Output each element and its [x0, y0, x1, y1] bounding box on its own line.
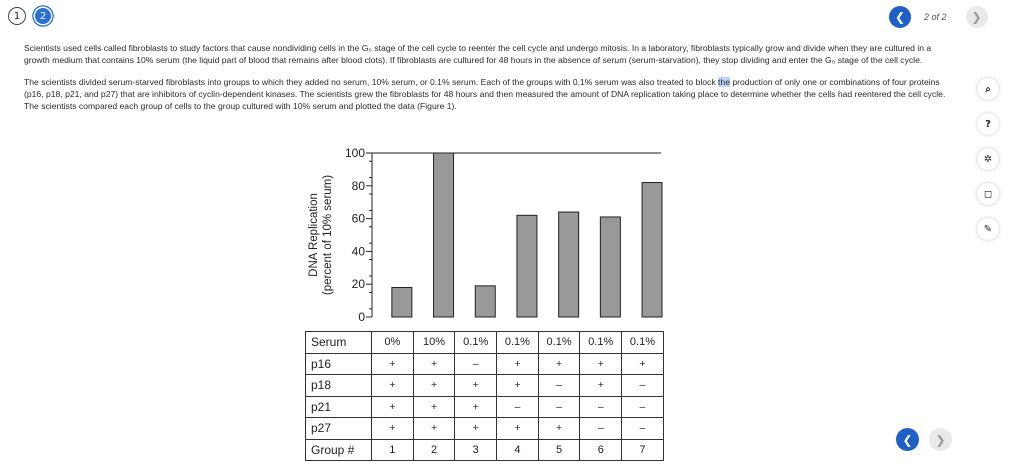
chevron-left-icon: ❮: [894, 10, 906, 24]
table-cell: 1: [372, 439, 414, 461]
zoom-button[interactable]: [977, 78, 999, 100]
bar-group-5: [559, 212, 579, 317]
row-label: Serum: [306, 332, 372, 354]
help-icon: ?: [985, 118, 991, 130]
bar-group-2: [434, 153, 454, 317]
bookmark-icon: ◻: [983, 188, 993, 200]
next-page-button[interactable]: [966, 6, 988, 28]
table-cell: –: [622, 375, 664, 397]
table-cell: +: [372, 418, 414, 440]
table-row: [306, 439, 664, 461]
chevron-left-icon: ❮: [902, 432, 913, 447]
question-navigator: [8, 7, 51, 25]
table-cell: +: [622, 353, 664, 375]
table-cell: –: [455, 353, 497, 375]
y-axis-label: DNA Replication: [308, 193, 320, 277]
table-cell: +: [413, 353, 455, 375]
table-cell: +: [372, 353, 414, 375]
table-cell: +: [372, 375, 414, 397]
table-cell: –: [580, 396, 622, 418]
table-row: [306, 396, 664, 418]
dna-replication-chart: [300, 140, 670, 330]
bar-group-3: [475, 286, 495, 317]
table-cell: +: [497, 418, 539, 440]
table-cell: +: [455, 375, 497, 397]
passage-text: The scientists divided serum-starved fibroblasts into groups to which they added no serum, 10% serum, or 0.1% serum. Each of the groups with 0.1% serum was also treated to block: [24, 76, 719, 87]
chevron-right-icon: ❯: [971, 10, 982, 24]
question-passage: [24, 42, 954, 121]
table-cell: 0.1%: [455, 332, 497, 354]
table-cell: +: [497, 353, 539, 375]
y-tick-label: 20: [351, 277, 365, 292]
bar-group-1: [392, 287, 412, 317]
table-row: [306, 353, 664, 375]
table-cell: 5: [538, 439, 580, 461]
y-tick-label: 60: [351, 211, 365, 226]
table-row: [306, 418, 664, 440]
table-cell: –: [538, 396, 580, 418]
row-label: Group #: [306, 439, 372, 461]
settings-icon: ✲: [983, 153, 993, 165]
row-label: p21: [306, 396, 372, 418]
table-cell: +: [372, 396, 414, 418]
table-row: [306, 332, 664, 354]
row-label: p18: [306, 375, 372, 397]
passage-paragraph-2: [24, 76, 954, 113]
row-label: p16: [306, 353, 372, 375]
table-cell: 3: [455, 439, 497, 461]
prev-question-button[interactable]: [896, 428, 919, 451]
table-cell: +: [580, 353, 622, 375]
table-cell: +: [497, 375, 539, 397]
treatment-table: [305, 331, 664, 461]
passage-text: production of only one or combinations of four proteins (p16, p18, p21, and p27) that are inhibitors of cyclin-dependent kinases. The scientists grew the fibroblasts for 48 hours and then measured the amount of DNA replication taking place to determine whether the cells had reentered the cell cycle. The scientists compared each group of cells to the group cultured with 10% serum and plotted the data (Figure 1).: [24, 76, 946, 112]
table-cell: +: [455, 396, 497, 418]
table-cell: +: [580, 375, 622, 397]
highlighted-text[interactable]: the: [718, 76, 730, 87]
question-2-button[interactable]: 2: [35, 8, 51, 24]
bar-group-7: [642, 183, 662, 317]
bar-group-6: [600, 217, 620, 317]
top-pager: [889, 6, 988, 28]
pencil-button[interactable]: [977, 218, 999, 240]
bottom-pager: [896, 428, 952, 451]
table-cell: 0%: [372, 332, 414, 354]
bar-group-4: [517, 215, 537, 317]
help-button[interactable]: [977, 113, 999, 135]
y-tick-label: 40: [351, 244, 365, 259]
chevron-right-icon: ❯: [935, 432, 946, 447]
table-cell: 0.1%: [622, 332, 664, 354]
table-cell: +: [538, 418, 580, 440]
bookmark-button[interactable]: [977, 183, 999, 205]
pencil-icon: ✎: [983, 223, 993, 235]
passage-paragraph-1: Scientists used cells called fibroblasts to study factors that cause nondividing cells in the G₀ stage of the cell cycle to reenter the cell cycle and undergo mitosis. In a laboratory, fibroblasts typically grow and divide when they are cultured in a growth medium that contains 10% serum (the liquid part of blood that remains after blood clots). If fibroblasts are cultured for 48 hours in the absence of serum (serum-starvation), they stop dividing and enter the G₀ stage of the cell cycle.: [24, 43, 932, 66]
table-cell: +: [413, 375, 455, 397]
table-cell: 0.1%: [497, 332, 539, 354]
row-label: p27: [306, 418, 372, 440]
y-tick-label: 100: [344, 146, 365, 160]
zoom-icon: ⌕: [985, 83, 991, 95]
table-cell: –: [497, 396, 539, 418]
table-cell: –: [622, 418, 664, 440]
table-cell: 0.1%: [580, 332, 622, 354]
table-cell: +: [413, 418, 455, 440]
table-cell: 6: [580, 439, 622, 461]
table-cell: –: [622, 396, 664, 418]
table-cell: +: [455, 418, 497, 440]
table-cell: +: [538, 353, 580, 375]
tool-sidebar: [977, 78, 999, 240]
y-tick-label: 80: [351, 178, 365, 193]
prev-page-button[interactable]: [889, 6, 911, 28]
y-axis-label-units: (percent of 10% serum): [322, 174, 334, 296]
question-1-button[interactable]: 1: [8, 7, 26, 25]
table-cell: –: [538, 375, 580, 397]
page-indicator: 2 of 2: [924, 12, 947, 22]
table-cell: 7: [622, 439, 664, 461]
table-cell: 0.1%: [538, 332, 580, 354]
table-cell: +: [413, 396, 455, 418]
settings-button[interactable]: [977, 148, 999, 170]
table-cell: 10%: [413, 332, 455, 354]
table-row: [306, 375, 664, 397]
table-cell: –: [580, 418, 622, 440]
table-cell: 2: [413, 439, 455, 461]
table-cell: 4: [497, 439, 539, 461]
next-question-button[interactable]: [929, 428, 952, 451]
y-tick-label: 0: [358, 310, 365, 324]
